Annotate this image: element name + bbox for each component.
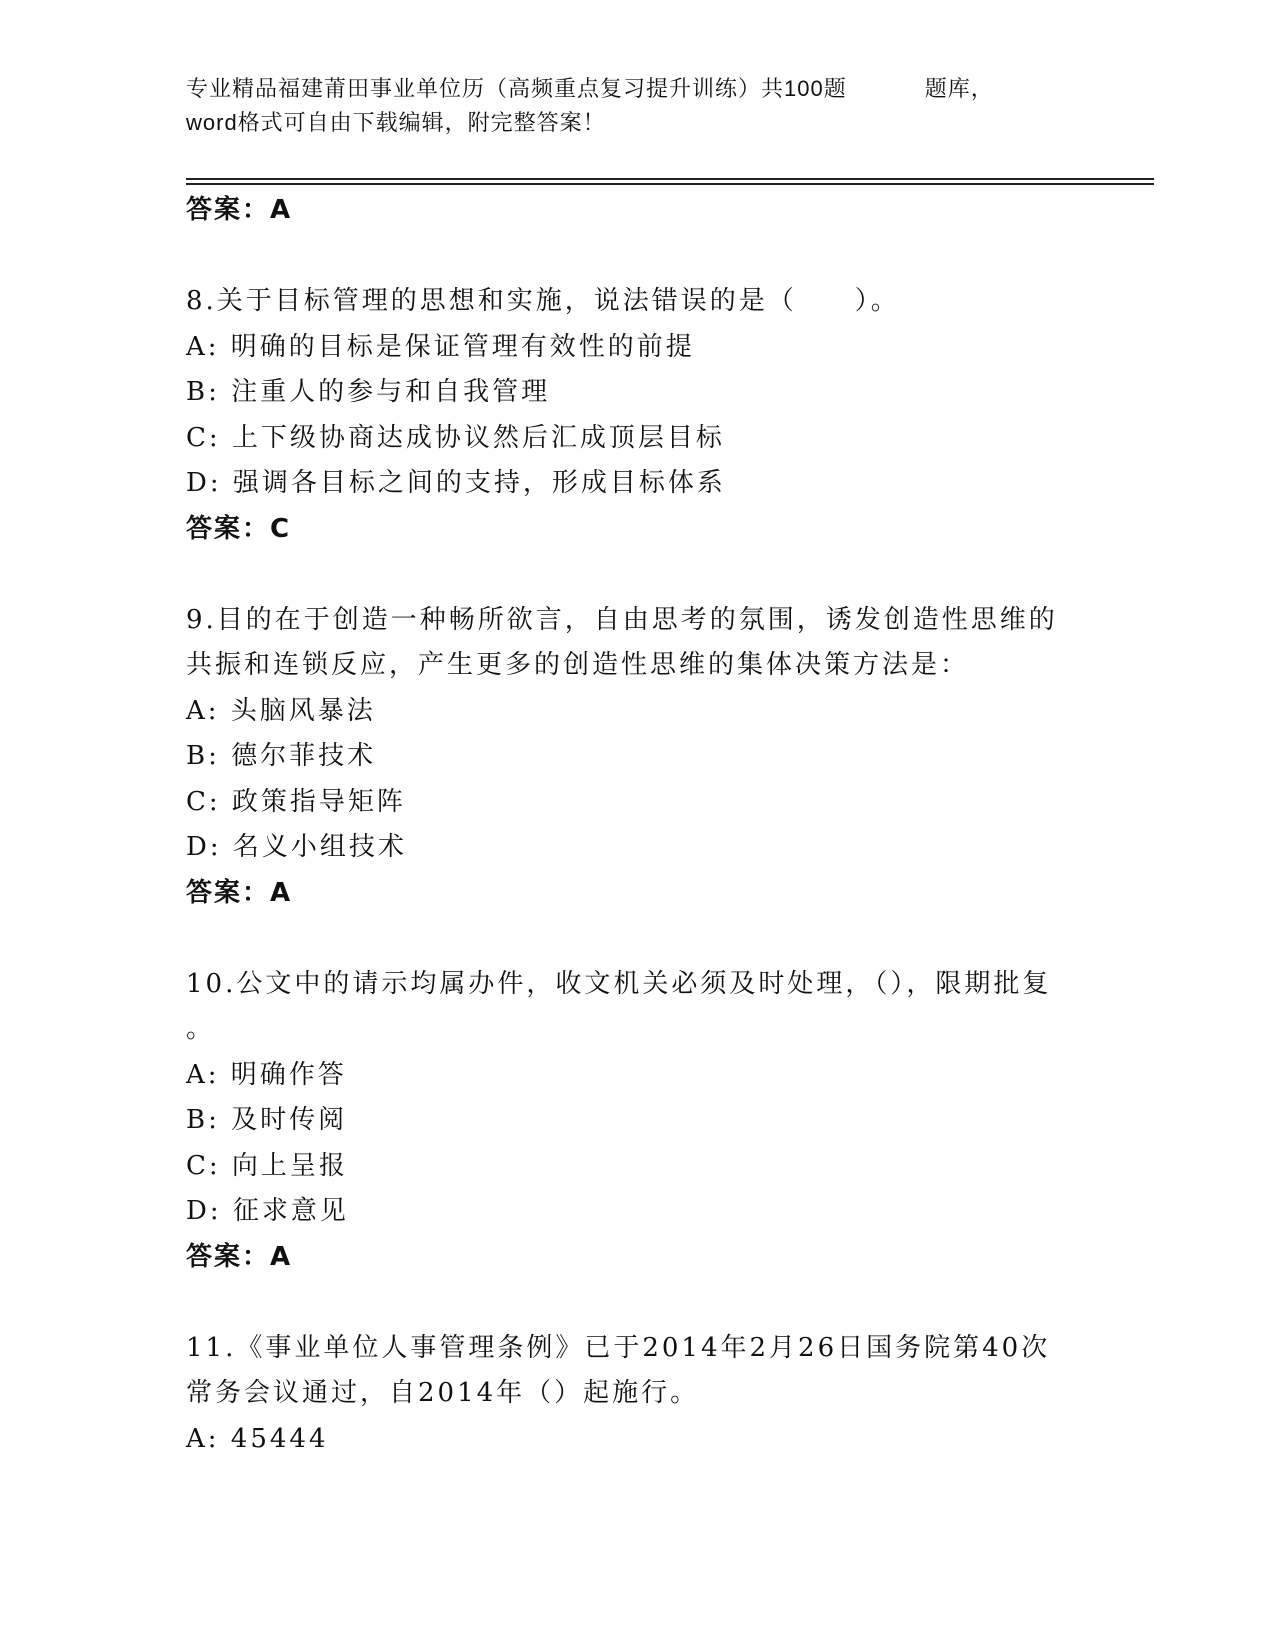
question-text-cont: 常务会议通过，自2014年（）起施行。 <box>186 1378 700 1408</box>
header-title: 专业精品福建莆田事业单位历（高频重点复习提升训练）共100题 <box>186 76 847 101</box>
option-a: A: 45444 <box>186 1423 329 1454</box>
option-c: C: 向上呈报 <box>186 1150 348 1181</box>
header-title-suffix: 题库， <box>924 76 994 101</box>
question-block <box>186 962 1086 1281</box>
question-block <box>186 279 1086 552</box>
question-text: 10.公文中的请示均属办件，收文机关必须及时处理，（），限期批复 <box>186 968 1052 999</box>
header-divider-bottom <box>186 183 1154 185</box>
option-a: A: 明确作答 <box>186 1059 347 1090</box>
option-c: C: 上下级协商达成协议然后汇成顶层目标 <box>186 422 725 453</box>
option-b: B: 注重人的参与和自我管理 <box>186 377 551 407</box>
header-subtitle: word格式可自由下载编辑，附完整答案！ <box>186 110 606 135</box>
answer: 答案：C <box>186 513 292 544</box>
option-d: D: 名义小组技术 <box>186 832 407 862</box>
option-d: D: 强调各目标之间的支持，形成目标体系 <box>186 468 726 498</box>
question-text-cont: 共振和连锁反应，产生更多的创造性思维的集体决策方法是： <box>186 650 970 680</box>
question-text-cont: 。 <box>186 1014 216 1044</box>
option-d: D: 征求意见 <box>186 1196 349 1226</box>
answer: 答案：A <box>186 877 293 908</box>
option-a: A: 头脑风暴法 <box>186 695 376 726</box>
option-b: B: 德尔菲技术 <box>186 741 377 771</box>
question-block <box>186 1326 1086 1463</box>
page-header <box>186 72 1066 140</box>
option-a: A: 明确的目标是保证管理有效性的前提 <box>186 331 695 362</box>
answer: 答案：A <box>186 1241 293 1272</box>
header-divider-top <box>186 178 1154 180</box>
option-c: C: 政策指导矩阵 <box>186 786 406 817</box>
document-body <box>186 188 1086 1462</box>
question-text: 11.《事业单位人事管理条例》已于2014年2月26日国务院第40次 <box>186 1332 1051 1363</box>
prev-answer: 答案：A <box>186 195 293 225</box>
question-block <box>186 598 1086 917</box>
question-text: 8.关于目标管理的思想和实施，说法错误的是（ ）。 <box>186 286 900 316</box>
option-b: B: 及时传阅 <box>186 1105 348 1135</box>
question-text: 9.目的在于创造一种畅所欲言，自由思考的氛围，诱发创造性思维的 <box>186 604 1058 635</box>
